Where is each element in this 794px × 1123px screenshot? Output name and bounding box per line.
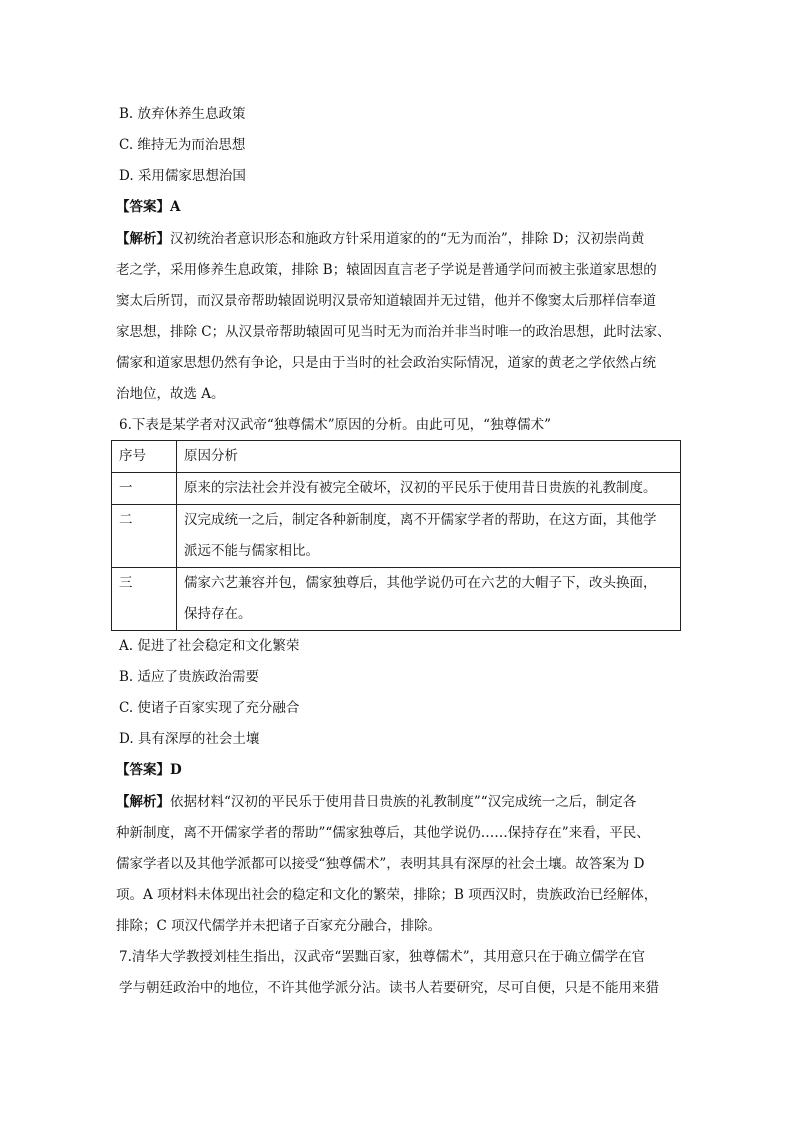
- analysis-line: 家思想，排除 C；从汉景帝帮助辕固可见当时无为而治并非当时唯一的政治思想，此时法家、: [116, 324, 671, 340]
- q6-answer: 【答案】D: [116, 762, 182, 778]
- q5-option-d: D. 采用儒家思想治国: [119, 168, 246, 184]
- q6-stem: 6.下表是某学者对汉武帝“独尊儒术”原因的分析。由此可见，“独尊儒术”: [119, 417, 551, 433]
- table-cell-num: 二: [112, 505, 177, 568]
- analysis-line: 儒家学者以及其他学派都可以接受“独尊儒术”，表明其具有深厚的社会土壤。故答案为 D: [116, 856, 645, 872]
- table-cell-text: [177, 473, 681, 505]
- q5-option-c: C. 维持无为而治思想: [119, 137, 246, 153]
- q5-option-b: B. 放弃休养生息政策: [119, 106, 246, 122]
- cell-line: 汉完成统一之后，制定各种新制度，离不开儒家学者的帮助，在这方面，其他学: [184, 512, 657, 528]
- analysis-line: 窦太后所罚，而汉景帝帮助辕固说明汉景帝知道辕固并无过错，他并不像窦太后那样信奉道: [116, 293, 656, 309]
- cell-line: 原来的宗法社会并没有被完全破坏，汉初的平民乐于使用昔日贵族的礼教制度。: [184, 480, 657, 496]
- analysis-line: 儒家和道家思想仍然有争论，只是由于当时的社会政治实际情况，道家的黄老之学依然占统: [116, 355, 656, 371]
- analysis-label: 【解析】: [116, 794, 170, 810]
- analysis-line: 老之学，采用修养生息政策，排除 B；辕固因直言老子学说是普通学问而被主张道家思想的: [116, 262, 657, 278]
- q6-option-d: D. 具有深厚的社会土壤: [119, 731, 260, 747]
- q6-option-a: A. 促进了社会稳定和文化繁荣: [119, 638, 300, 654]
- table-row: [112, 568, 681, 631]
- q7-line: 学与朝廷政治中的地位，不许其他学派分沾。读书人若要研究，尽可自便，只是不能用来猎: [119, 980, 659, 996]
- q6-option-b: B. 适应了贵族政治需要: [119, 669, 260, 685]
- analysis-label: 【解析】: [116, 231, 170, 247]
- q6-option-c: C. 使诸子百家实现了充分融合: [119, 700, 300, 716]
- analysis-line: 项。A 项材料未体现出社会的稳定和文化的繁荣，排除；B 项西汉时，贵族政治已经解体，: [116, 887, 658, 903]
- q7-line: 7.清华大学教授刘桂生指出，汉武帝“罢黜百家，独尊儒术”，其用意只在于确立儒学在官: [119, 949, 646, 965]
- table-cell-num: 三: [112, 568, 177, 631]
- table-cell-num: 一: [112, 473, 177, 505]
- cell-line: 儒家六艺兼容并包，儒家独尊后，其他学说仍可在六艺的大帽子下，改头换面，: [184, 575, 657, 591]
- q6-analysis: [116, 787, 676, 942]
- q5-answer: 【答案】A: [116, 199, 181, 215]
- table-row: [112, 505, 681, 568]
- table-header-row: [112, 441, 681, 473]
- cell-line: 保持存在。: [184, 606, 252, 622]
- table-cell-text: [177, 505, 681, 568]
- analysis-line: 种新制度，离不开儒家学者的帮助”“儒家独尊后，其他学说仍……保持存在”来看，平民、: [116, 825, 650, 841]
- analysis-line: 治地位，故选 A。: [116, 386, 225, 402]
- q7-stem: [119, 942, 679, 1004]
- analysis-line: 汉初统治者意识形态和施政方针采用道家的的“无为而治”，排除 D；汉初崇尚黄: [170, 231, 645, 247]
- table-header-analysis: 原因分析: [177, 441, 681, 473]
- q5-analysis: [116, 224, 676, 410]
- analysis-line: 依据材料“汉初的平民乐于使用昔日贵族的礼教制度”“汉完成统一之后，制定各: [170, 794, 637, 810]
- analysis-line: 排除；C 项汉代儒学并未把诸子百家充分融合，排除。: [116, 918, 442, 934]
- table-cell-text: [177, 568, 681, 631]
- table-row: [112, 473, 681, 505]
- table-header-num: 序号: [112, 441, 177, 473]
- q6-table: [111, 440, 681, 631]
- cell-line: 派远不能与儒家相比。: [184, 543, 319, 559]
